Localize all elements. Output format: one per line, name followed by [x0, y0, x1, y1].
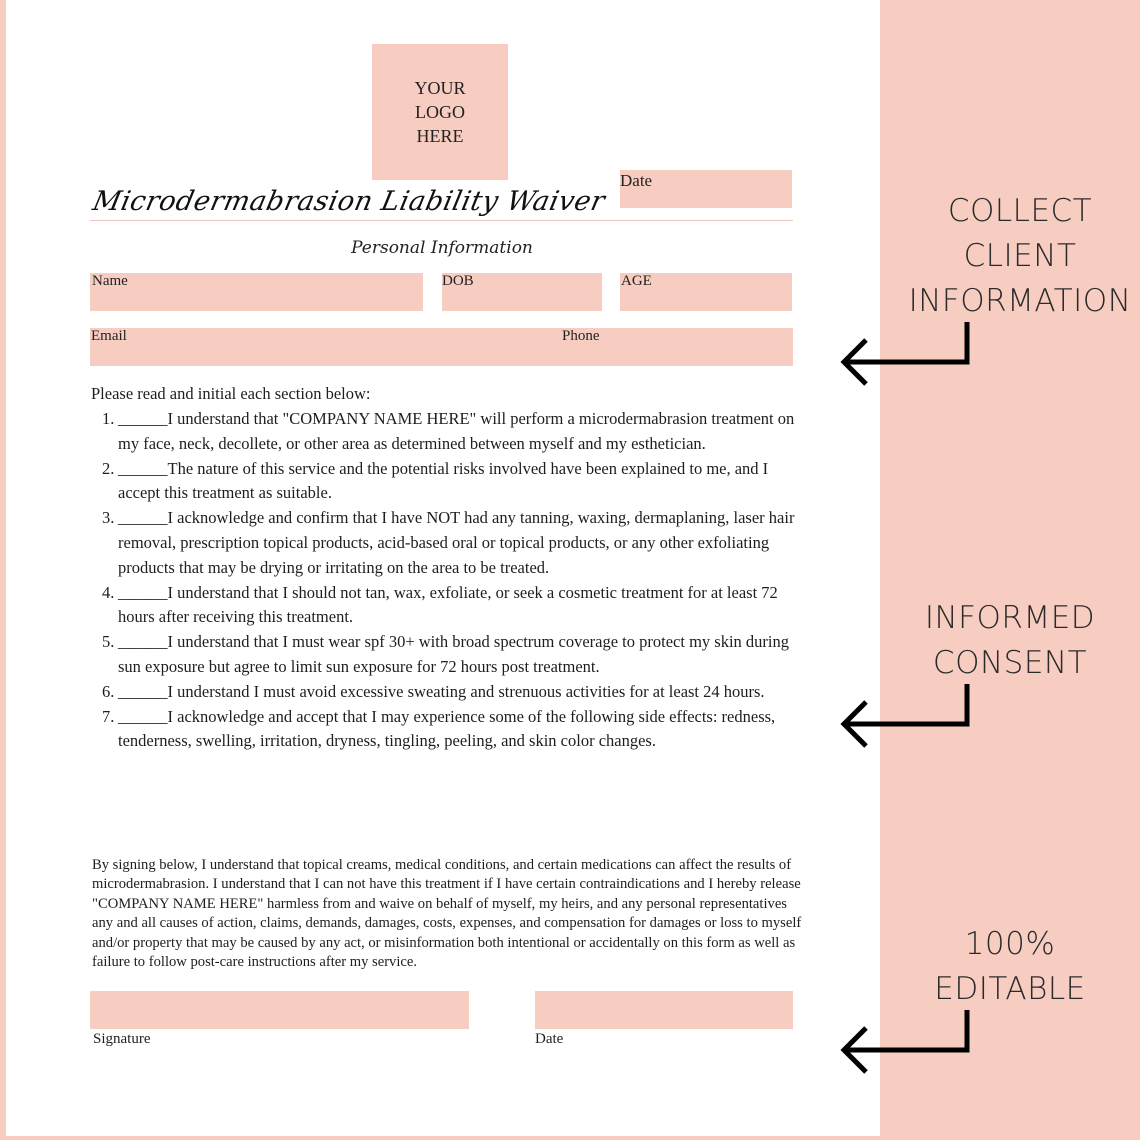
name-label: Name [92, 273, 128, 289]
signature-date-field[interactable] [535, 991, 793, 1029]
clause-text: ______I understand that "COMPANY NAME HERE" will perform a microdermabrasion treatment on my face, neck, decollete, or other area as determined between myself and my esthetician. [118, 409, 795, 453]
logo-line-2: LOGO [415, 102, 465, 122]
clause-text: ______I understand that I should not tan, wax, exfoliate, or seek a cosmetic treatment for at least 72 hours after receiving this treatment. [118, 582, 778, 627]
name-field[interactable] [90, 273, 423, 311]
clause-item: 1. ______I understand that "COMPANY NAME HERE" will perform a microdermabrasion treatment on my face, neck, decollete, or other area as determined between myself and my esthetician. [102, 409, 795, 453]
clause-item: 6. ______I understand I must avoid excessive sweating and strenuous activities for at least 24 hours. [102, 681, 765, 701]
clause-item: 3. ______I acknowledge and confirm that I have NOT had any tanning, waxing, dermaplaning, laser hair removal, prescription topical products, acid-based oral or topical products, or any other exfoliating products that may be drying or irritating on the area to be treated. [102, 508, 795, 577]
clause-text: ______I acknowledge and confirm that I have NOT had any tanning, waxing, dermaplaning, laser hair removal, prescription topical products, acid-based oral or topical products, or any other exfoliating products that may be drying or irritating on the area to be treated. [118, 508, 795, 577]
clause-item: 2. ______The nature of this service and the potential risks involved have been explained to me, and I accept this treatment as suitable. [102, 458, 769, 503]
section-subtitle: Personal Information [351, 238, 533, 258]
signature-field[interactable] [90, 991, 469, 1029]
date-label: Date [620, 171, 653, 190]
clause-text: ______I understand that I must wear spf 30+ with broad spectrum coverage to protect my skin during sun exposure but agree to limit sun exposure for 72 hours post treatment. [118, 632, 789, 676]
arrow-left-icon [836, 322, 976, 392]
clause-text: ______I understand I must avoid excessive sweating and strenuous activities for at least 24 hours. [118, 681, 765, 701]
title-divider [90, 220, 793, 221]
logo-line-3: HERE [416, 126, 464, 146]
clause-text: ______The nature of this service and the potential risks involved have been explained to me, and I accept this treatment as suitable. [118, 458, 769, 503]
email-phone-field[interactable] [90, 328, 793, 366]
callout-collect-client-information: COLLECT CLIENT INFORMATION [908, 193, 1132, 319]
callout-100-editable: 100% EDITABLE [934, 926, 1086, 1007]
email-label: Email [91, 328, 127, 344]
phone-label: Phone [562, 328, 600, 344]
instructions-text: Please read and initial each section below: [91, 384, 371, 403]
callout-informed-consent: INFORMED CONSENT [924, 600, 1096, 681]
clause-text: ______I acknowledge and accept that I may experience some of the following side effects: redness, tenderness, swelling, irritation, dryness, tingling, peeling, and skin color changes. [118, 706, 776, 751]
consent-clauses [102, 407, 798, 754]
age-label: AGE [621, 273, 652, 289]
arrow-left-icon [836, 1010, 976, 1080]
clause-item: 7. ______I acknowledge and accept that I may experience some of the following side effects: redness, tenderness, swelling, irritation, dryness, tingling, peeling, and skin color changes. [102, 706, 776, 751]
clause-item: 5. ______I understand that I must wear spf 30+ with broad spectrum coverage to protect my skin during sun exposure but agree to limit sun exposure for 72 hours post treatment. [102, 632, 789, 676]
signature-date-label: Date [535, 1031, 564, 1047]
logo-line-1: YOUR [414, 78, 466, 98]
dob-label: DOB [442, 273, 474, 289]
signature-label: Signature [93, 1031, 151, 1047]
clause-item: 4. ______I understand that I should not tan, wax, exfoliate, or seek a cosmetic treatment for at least 72 hours after receiving this treatment. [102, 582, 778, 627]
form-title: Microdermabrasion Liability Waiver [90, 186, 608, 217]
release-paragraph: By signing below, I understand that topical creams, medical conditions, and certain medications can affect the results of microdermabrasion. I understand that I can not have this treatment if I have certain contraindications and I hereby release "COMPANY NAME HERE" harmless from and waive on behalf of myself, my heirs, and any personal representatives any and all causes of action, claims, demands, damages, costs, expenses, and compensation for damages or loss to myself and/or property that may be caused by any act, or misinformation both intentional or accidentally on this form as well as failure to follow post-care instructions after my service. [92, 857, 802, 971]
arrow-left-icon [836, 684, 976, 754]
logo-placeholder [372, 44, 508, 180]
